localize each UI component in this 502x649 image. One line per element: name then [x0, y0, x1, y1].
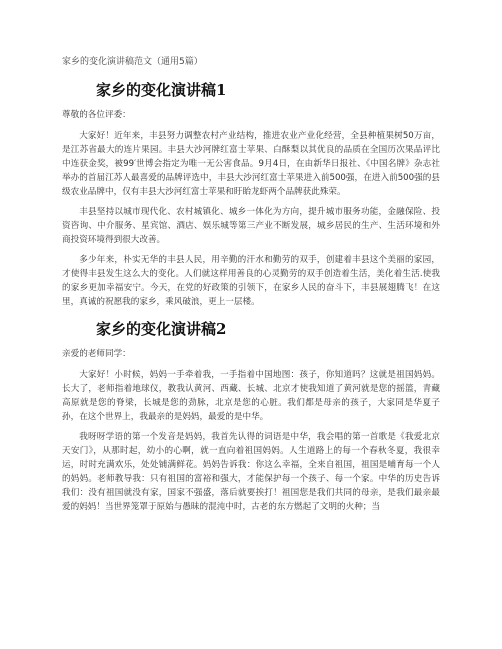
- paragraph: 大家好！近年来，丰县努力调整农村产业结构，推进农业产业化经营，全县种植果树50万亩，是江苏省最大的连片果园。丰县大沙河牌红富士苹果、白酥梨以其优良的品质在全国历次果品评比中连获金奖，被99′世博会指定为唯一无公害食品。9月4日，在由新华日报社、《中国名牌》杂志社举办的首届江苏人最喜爱的品牌评选中，丰县大沙河红富士苹果进入前500强，在进入前500强的县级农业品牌中，仅有丰县大沙河红富士苹果和盱眙龙虾两个品牌获此殊荣。: [62, 131, 440, 197]
- salutation: 尊敬的各位评委：: [62, 110, 131, 120]
- section-title: 家乡的变化演讲稿1: [96, 81, 227, 99]
- paragraph: 我呀呀学语的第一个发音是妈妈，我首先认得的词语是中华，我会唱的第一首歌是《我爱北京天安门》，从那时起，幼小的心啊，就一直向着祖国妈妈。人生道路上的每一个春秋冬夏，我很幸运，时时充满欢乐，处处铺满鲜花。妈妈告诉我：你这么幸福，全来自祖国，祖国是哺育每一个人的妈妈。老师教导我：只有祖国的富裕和强大，才能保护每一个孩子、每一个家。中华的历史告诉我们：没有祖国就没有家，国家不强盛，落后就要挨打！祖国您是我们共同的母亲，是我们最亲最爱的妈妈！当世界笼罩于原始与愚昧的混沌中时，古老的东方燃起了文明的火种；当: [62, 432, 440, 512]
- section-title: 家乡的变化演讲稿2: [96, 320, 227, 338]
- speech-section-2: [62, 319, 440, 514]
- document-header: 家乡的变化演讲稿范文（通用5篇）: [62, 57, 203, 67]
- paragraph: 多少年来，朴实无华的丰县人民，用辛勤的汗水和勤劳的双手，创建着丰县这个美丽的家园，才使得丰县发生这么大的变化。人们就这样用善良的心灵勤劳的双手创造着生活，美化着生活.使我的家乡更加幸福安宁。今天，在党的好政策的引领下，在家乡人民的奋斗下，丰县展翅腾飞！在这里，真诚的祝愿我的家乡，乘风破浪，更上一层楼。: [62, 255, 440, 307]
- speech-section-1: [62, 80, 440, 309]
- paragraph: 大家好！小时候，妈妈一手牵着我，一手指着中国地图：孩子，你知道吗？这就是祖国妈妈。长大了，老师指着地球仪，教我认黄河、西藏、长城、北京才使我知道了黄河就是您的摇篮，青藏高原就是您的脊梁，长城是您的劲脉，北京是您的心脏。我们都是母亲的孩子，大家同是华夏子孙，在这个世界上，我最亲的是妈妈，最爱的是中华。: [62, 370, 440, 422]
- paragraph: 丰县坚持以城市现代化、农村城镇化、城乡一体化为方向，提升城市服务功能，金融保险、投资咨询、中介服务、星宾馆、酒店、娱乐城等第三产业不断发展，城乡居民的生产、生活环境和外商投资环境得到很大改善。: [62, 207, 440, 245]
- salutation: 亲爱的老师同学：: [62, 349, 131, 359]
